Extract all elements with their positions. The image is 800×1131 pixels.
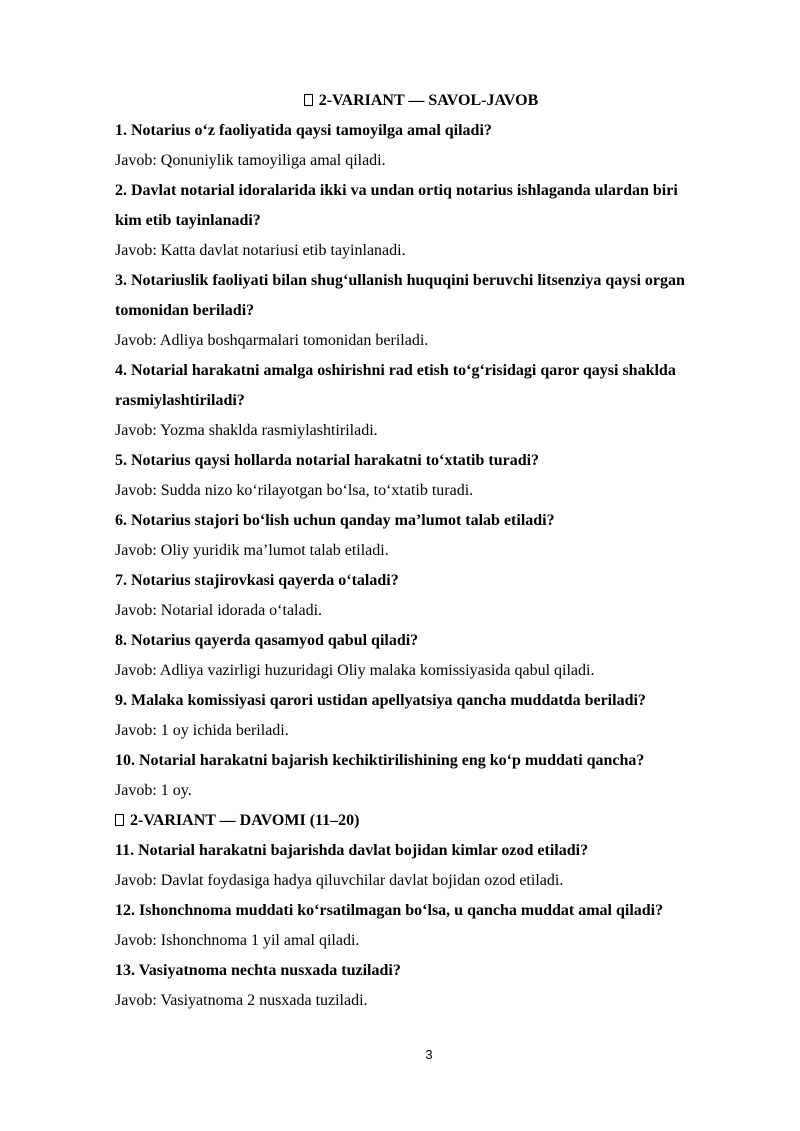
question-text: 12. Ishonchnoma muddati ko‘rsatilmagan bo‘lsa, u qancha muddat amal qiladi? [115, 902, 664, 919]
question-text: 4. Notarial harakatni amalga oshirishni rad etish to‘g‘risidagi qaror qaysi shaklda [115, 362, 676, 379]
answer-text: Javob: Qonuniylik tamoyiliga amal qiladi. [115, 152, 386, 169]
qa-item [115, 626, 745, 686]
answer-text: Javob: Oliy yuridik ma’lumot talab etiladi. [115, 542, 389, 559]
question-text: 6. Notarius stajori bo‘lish uchun qanday ma’lumot talab etiladi? [115, 512, 555, 529]
qa-item [115, 836, 745, 896]
question-text: rasmiylashtiriladi? [115, 392, 245, 409]
answer-text: Javob: Sudda nizo ko‘rilayotgan bo‘lsa, to‘xtatib turadi. [115, 482, 474, 499]
answer-text: Javob: Davlat foydasiga hadya qiluvchilar davlat bojidan ozod etiladi. [115, 872, 564, 889]
question-text: 9. Malaka komissiyasi qarori ustidan apellyatsiya qancha muddatda beriladi? [115, 692, 646, 709]
section-heading [115, 86, 745, 116]
qa-item [115, 266, 745, 356]
page-number: 3 [425, 1047, 433, 1062]
qa-item [115, 116, 745, 176]
question-text: 1. Notarius o‘z faoliyatida qaysi tamoyilga amal qiladi? [115, 122, 492, 139]
qa-item [115, 566, 745, 626]
qa-item [115, 356, 745, 446]
question-text: 10. Notarial harakatni bajarish kechiktirilishining eng ko‘p muddati qancha? [115, 752, 645, 769]
qa-item [115, 176, 745, 266]
answer-text: Javob: Vasiyatnoma 2 nusxada tuziladi. [115, 992, 368, 1009]
answer-text: Javob: Yozma shaklda rasmiylashtiriladi. [115, 422, 378, 439]
question-text: 8. Notarius qayerda qasamyod qabul qiladi? [115, 632, 419, 649]
question-text: 5. Notarius qaysi hollarda notarial harakatni to‘xtatib turadi? [115, 452, 540, 469]
answer-text: Javob: Notarial idorada o‘taladi. [115, 602, 323, 619]
qa-list [115, 116, 745, 806]
question-text: 11. Notarial harakatni bajarishda davlat bojidan kimlar ozod etiladi? [115, 842, 589, 859]
question-text: kim etib tayinlanadi? [115, 212, 261, 229]
qa-item [115, 746, 745, 806]
question-text: tomonidan beriladi? [115, 302, 255, 319]
section-title: 2-VARIANT — DAVOMI (11–20) [130, 812, 360, 829]
section-title: 2-VARIANT — SAVOL-JAVOB [318, 92, 539, 109]
qa-item [115, 896, 745, 956]
section-heading [115, 806, 745, 836]
missing-glyph-icon [115, 814, 124, 826]
answer-text: Javob: Adliya boshqarmalari tomonidan beriladi. [115, 332, 429, 349]
qa-item [115, 956, 745, 1016]
answer-text: Javob: Adliya vazirligi huzuridagi Oliy malaka komissiyasida qabul qiladi. [115, 662, 595, 679]
missing-glyph-icon [304, 94, 313, 106]
page-content [115, 86, 745, 1016]
answer-text: Javob: 1 oy ichida beriladi. [115, 722, 289, 739]
qa-item [115, 506, 745, 566]
question-text: 7. Notarius stajirovkasi qayerda o‘taladi? [115, 572, 399, 589]
qa-item [115, 686, 745, 746]
qa-item [115, 446, 745, 506]
answer-text: Javob: 1 oy. [115, 782, 192, 799]
qa-list [115, 836, 745, 1016]
answer-text: Javob: Katta davlat notariusi etib tayinlanadi. [115, 242, 406, 259]
question-text: 13. Vasiyatnoma nechta nusxada tuziladi? [115, 962, 401, 979]
answer-text: Javob: Ishonchnoma 1 yil amal qiladi. [115, 932, 360, 949]
question-text: 3. Notariuslik faoliyati bilan shug‘ullanish huquqini beruvchi litsenziya qaysi organ [115, 272, 685, 289]
question-text: 2. Davlat notarial idoralarida ikki va undan ortiq notarius ishlaganda ulardan biri [115, 182, 678, 199]
